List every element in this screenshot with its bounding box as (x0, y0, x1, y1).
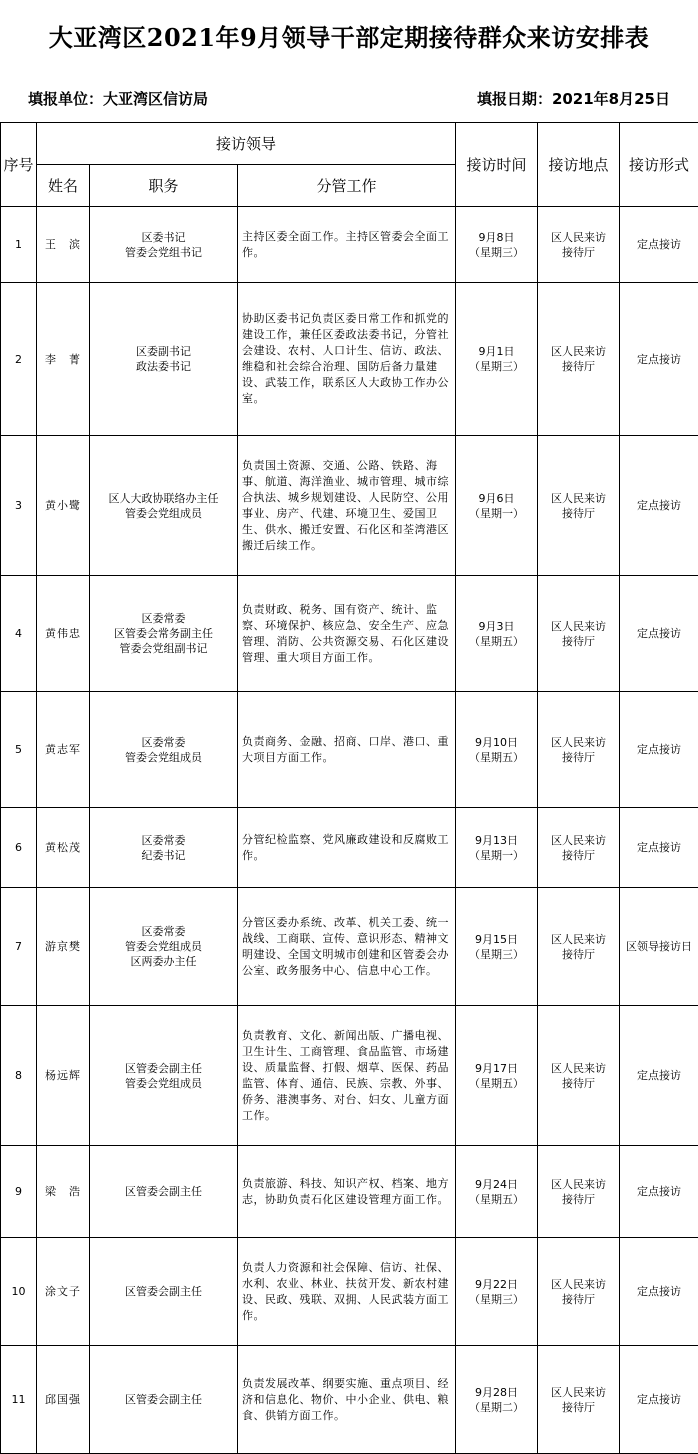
position-line: 区两委办主任 (90, 954, 237, 969)
leader-position (90, 1006, 238, 1146)
visit-time (456, 692, 538, 808)
row-number: 7 (1, 888, 37, 1006)
row-number: 10 (1, 1238, 37, 1346)
time-line: （星期五） (456, 634, 537, 649)
leader-duty: 负责财政、税务、国有资产、统计、监察、环境保护、核应急、安全生产、应急管理、消防、公共资源交易、石化区建设管理、重大项目方面工作。 (238, 576, 456, 692)
place-line: 区人民来访 (538, 1385, 619, 1400)
time-line: 9月8日 (456, 230, 537, 245)
time-line: 9月15日 (456, 932, 537, 947)
leader-name: 李 菁 (37, 283, 90, 436)
table-row (1, 436, 698, 576)
visit-place (538, 808, 620, 888)
visit-form: 定点接访 (620, 576, 698, 692)
leader-position (90, 692, 238, 808)
visit-form: 定点接访 (620, 808, 698, 888)
visit-time (456, 1346, 538, 1454)
leader-position (90, 1238, 238, 1346)
table-row (1, 888, 698, 1006)
position-line: 纪委书记 (90, 848, 237, 863)
time-line: （星期二） (456, 1400, 537, 1415)
visit-time (456, 436, 538, 576)
table-row (1, 1238, 698, 1346)
leader-name: 王 滨 (37, 207, 90, 283)
position-line: 区管委会副主任 (90, 1184, 237, 1199)
visit-place (538, 207, 620, 283)
position-line: 政法委书记 (90, 359, 237, 374)
position-line: 管委会党组成员 (90, 1076, 237, 1091)
col-header-duty: 分管工作 (238, 165, 456, 207)
leader-duty: 分管区委办系统、改革、机关工委、统一战线、工商联、宣传、意识形态、精神文明建设、全国文明城市创建和区管委会办公室、政务服务中心、信息中心工作。 (238, 888, 456, 1006)
time-line: 9月3日 (456, 619, 537, 634)
place-line: 区人民来访 (538, 619, 619, 634)
place-line: 接待厅 (538, 506, 619, 521)
position-line: 区委常委 (90, 924, 237, 939)
table-row (1, 1346, 698, 1454)
report-unit: 填报单位：大亚湾区信访局 (28, 74, 208, 122)
position-line: 管委会党组书记 (90, 245, 237, 260)
page-title: 大亚湾区2021年9月领导干部定期接待群众来访安排表 (0, 0, 698, 74)
leader-name: 黄志军 (37, 692, 90, 808)
time-line: （星期五） (456, 750, 537, 765)
position-line: 区管委会副主任 (90, 1284, 237, 1299)
visit-time (456, 207, 538, 283)
place-line: 接待厅 (538, 848, 619, 863)
visit-time (456, 576, 538, 692)
visit-form: 定点接访 (620, 207, 698, 283)
place-line: 接待厅 (538, 947, 619, 962)
time-line: （星期三） (456, 1292, 537, 1307)
leader-duty: 负责教育、文化、新闻出版、广播电视、卫生计生、工商管理、食品监管、市场建设、质量监督、打假、烟草、医保、药品监管、体育、通信、民族、宗教、外事、侨务、港澳事务、对台、妇女、儿童方面工作。 (238, 1006, 456, 1146)
row-number: 8 (1, 1006, 37, 1146)
leader-position (90, 576, 238, 692)
visit-place (538, 888, 620, 1006)
time-line: （星期一） (456, 848, 537, 863)
table-row (1, 1006, 698, 1146)
row-number: 9 (1, 1146, 37, 1238)
leader-name: 黄松茂 (37, 808, 90, 888)
schedule-table (0, 122, 698, 1454)
leader-duty: 负责发展改革、纲要实施、重点项目、经济和信息化、物价、中小企业、供电、粮食、供销方面工作。 (238, 1346, 456, 1454)
visit-form: 定点接访 (620, 283, 698, 436)
leader-position (90, 207, 238, 283)
table-row (1, 283, 698, 436)
time-line: 9月17日 (456, 1061, 537, 1076)
leader-duty: 协助区委书记负责区委日常工作和抓党的建设工作，兼任区委政法委书记，分管社会建设、农村、人口计生、信访、政法、维稳和社会综合治理、国防后备力量建设、武装工作，联系区人大政协工作办公室。 (238, 283, 456, 436)
time-line: （星期三） (456, 947, 537, 962)
position-line: 区人大政协联络办主任 (90, 491, 237, 506)
place-line: 接待厅 (538, 1292, 619, 1307)
visit-time (456, 1146, 538, 1238)
place-line: 接待厅 (538, 1400, 619, 1415)
leader-name: 涂文子 (37, 1238, 90, 1346)
time-line: （星期一） (456, 506, 537, 521)
position-line: 管委会党组成员 (90, 750, 237, 765)
leader-duty: 负责商务、金融、招商、口岸、港口、重大项目方面工作。 (238, 692, 456, 808)
time-line: （星期三） (456, 359, 537, 374)
visit-time (456, 808, 538, 888)
time-line: （星期三） (456, 245, 537, 260)
col-header-name: 姓名 (37, 165, 90, 207)
table-row (1, 1146, 698, 1238)
visit-place (538, 1346, 620, 1454)
position-line: 区管委会副主任 (90, 1392, 237, 1407)
place-line: 接待厅 (538, 634, 619, 649)
col-header-place: 接访地点 (538, 123, 620, 207)
leader-duty: 分管纪检监察、党风廉政建设和反腐败工作。 (238, 808, 456, 888)
place-line: 区人民来访 (538, 230, 619, 245)
time-line: （星期五） (456, 1076, 537, 1091)
leader-position (90, 1146, 238, 1238)
time-line: 9月1日 (456, 344, 537, 359)
leader-name: 游京樊 (37, 888, 90, 1006)
position-line: 区管委会常务副主任 (90, 626, 237, 641)
col-header-seq: 序号 (1, 123, 37, 207)
leader-position (90, 1346, 238, 1454)
leader-duty: 负责人力资源和社会保障、信访、社保、水利、农业、林业、扶贫开发、新农村建设、民政、残联、双拥、人民武装方面工作。 (238, 1238, 456, 1346)
time-line: 9月10日 (456, 735, 537, 750)
leader-position (90, 888, 238, 1006)
visit-place (538, 436, 620, 576)
time-line: 9月22日 (456, 1277, 537, 1292)
leader-duty: 负责旅游、科技、知识产权、档案、地方志，协助负责石化区建设管理方面工作。 (238, 1146, 456, 1238)
position-line: 管委会党组成员 (90, 506, 237, 521)
leader-position (90, 436, 238, 576)
place-line: 区人民来访 (538, 344, 619, 359)
visit-time (456, 888, 538, 1006)
position-line: 区委常委 (90, 611, 237, 626)
time-line: 9月6日 (456, 491, 537, 506)
place-line: 区人民来访 (538, 932, 619, 947)
leader-name: 杨远辉 (37, 1006, 90, 1146)
visit-form: 定点接访 (620, 1006, 698, 1146)
leader-duty: 主持区委全面工作。主持区管委会全面工作。 (238, 207, 456, 283)
leader-position (90, 283, 238, 436)
table-row (1, 692, 698, 808)
place-line: 接待厅 (538, 1192, 619, 1207)
visit-time (456, 1006, 538, 1146)
visit-form: 区领导接访日 (620, 888, 698, 1006)
place-line: 接待厅 (538, 245, 619, 260)
place-line: 区人民来访 (538, 833, 619, 848)
col-header-time: 接访时间 (456, 123, 538, 207)
place-line: 区人民来访 (538, 491, 619, 506)
visit-place (538, 1006, 620, 1146)
time-line: 9月24日 (456, 1177, 537, 1192)
col-header-form: 接访形式 (620, 123, 698, 207)
leader-name: 黄伟忠 (37, 576, 90, 692)
visit-form: 定点接访 (620, 692, 698, 808)
header-row-1 (1, 123, 698, 165)
time-line: 9月28日 (456, 1385, 537, 1400)
visit-place (538, 692, 620, 808)
place-line: 区人民来访 (538, 1177, 619, 1192)
visit-form: 定点接访 (620, 436, 698, 576)
leader-position (90, 808, 238, 888)
place-line: 区人民来访 (538, 735, 619, 750)
table-row (1, 207, 698, 283)
position-line: 管委会党组成员 (90, 939, 237, 954)
visit-place (538, 283, 620, 436)
leader-name: 邱国强 (37, 1346, 90, 1454)
position-line: 区委书记 (90, 230, 237, 245)
visit-form: 定点接访 (620, 1238, 698, 1346)
position-line: 区委常委 (90, 735, 237, 750)
row-number: 11 (1, 1346, 37, 1454)
visit-place (538, 1238, 620, 1346)
place-line: 区人民来访 (538, 1061, 619, 1076)
visit-place (538, 576, 620, 692)
col-header-position: 职务 (90, 165, 238, 207)
row-number: 4 (1, 576, 37, 692)
visit-time (456, 1238, 538, 1346)
row-number: 2 (1, 283, 37, 436)
time-line: （星期五） (456, 1192, 537, 1207)
row-number: 5 (1, 692, 37, 808)
report-date: 填报日期：2021年8月25日 (477, 74, 670, 122)
place-line: 区人民来访 (538, 1277, 619, 1292)
position-line: 区委副书记 (90, 344, 237, 359)
row-number: 6 (1, 808, 37, 888)
row-number: 1 (1, 207, 37, 283)
visit-time (456, 283, 538, 436)
visit-form: 定点接访 (620, 1146, 698, 1238)
place-line: 接待厅 (538, 359, 619, 374)
visit-place (538, 1146, 620, 1238)
col-header-leader-group: 接访领导 (37, 123, 456, 165)
place-line: 接待厅 (538, 750, 619, 765)
leader-duty: 负责国土资源、交通、公路、铁路、海事、航道、海洋渔业、城市管理、城市综合执法、城乡规划建设、人民防空、公用事业、房产、代建、环境卫生、爱国卫生、供水、搬迁安置、石化区和荃湾港区搬迁后续工作。 (238, 436, 456, 576)
position-line: 区管委会副主任 (90, 1061, 237, 1076)
leader-name: 黄小鹭 (37, 436, 90, 576)
table-row (1, 808, 698, 888)
visit-form: 定点接访 (620, 1346, 698, 1454)
position-line: 区委常委 (90, 833, 237, 848)
table-row (1, 576, 698, 692)
place-line: 接待厅 (538, 1076, 619, 1091)
row-number: 3 (1, 436, 37, 576)
time-line: 9月13日 (456, 833, 537, 848)
position-line: 管委会党组副书记 (90, 641, 237, 656)
leader-name: 梁 浩 (37, 1146, 90, 1238)
